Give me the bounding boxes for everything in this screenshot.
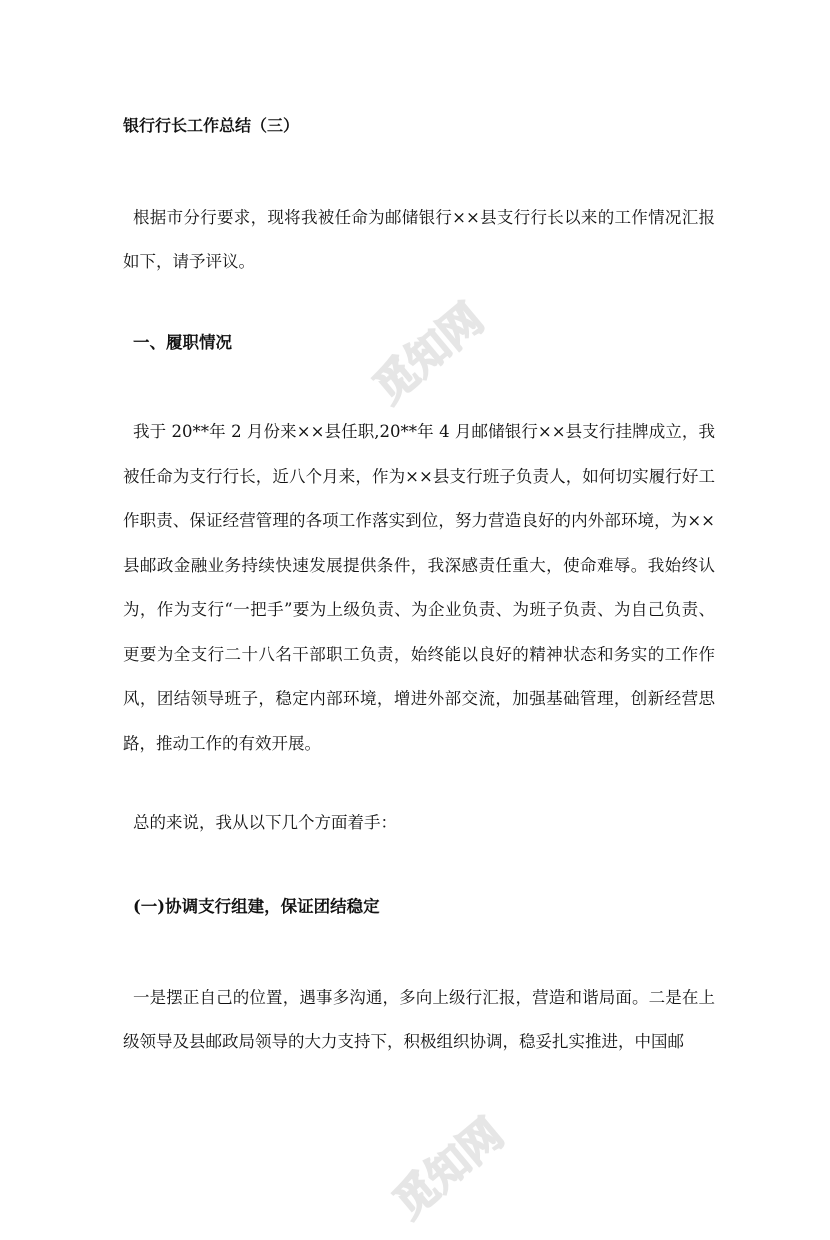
intro-paragraph: 根据市分行要求，现将我被任命为邮储银行××县支行行长以来的工作情况汇报如下，请予评议。 bbox=[123, 208, 715, 271]
watermark-logo bbox=[360, 285, 500, 425]
subsection-heading: (一)协调支行组建，保证团结稳定 bbox=[133, 897, 380, 916]
watermark-logo bbox=[380, 1100, 520, 1240]
section-paragraph: 我于 20**年 2 月份来××县任职,20**年 4 月邮储银行××县支行挂牌成立，我被任命为支行行长，近八个月来，作为××县支行班子负责人，如何切实履行好工作职责、保证经营管理的各项工作落实到位，努力营造良好的内外部环境，为××县邮政金融业务持续快速发展提供条件，我深感责任重大，使命难辱。我始终认为，作为支行“一把手”要为上级负责、为企业负责、为班子负责、为自己负责、更要为全支行二十八名干部职工负责，始终能以良好的精神状态和务实的工作作风，团结领导班子，稳定内部环境，增进外部交流，加强基础管理，创新经营思路，推动工作的有效开展。 bbox=[123, 422, 715, 753]
watermark-text: 觅知网 bbox=[364, 293, 493, 413]
summary-paragraph: 总的来说，我从以下几个方面着手： bbox=[133, 813, 397, 832]
document-title: 银行行长工作总结（三） bbox=[123, 116, 300, 135]
subsection-paragraph: 一是摆正自己的位置，遇事多沟通，多向上级行汇报，营造和谐局面。二是在上级领导及县邮政局领导的大力支持下，积极组织协调，稳妥扎实推进，中国邮 bbox=[123, 988, 715, 1051]
watermark-text: 觅知网 bbox=[384, 1108, 513, 1228]
section-heading: 一、履职情况 bbox=[133, 333, 232, 352]
